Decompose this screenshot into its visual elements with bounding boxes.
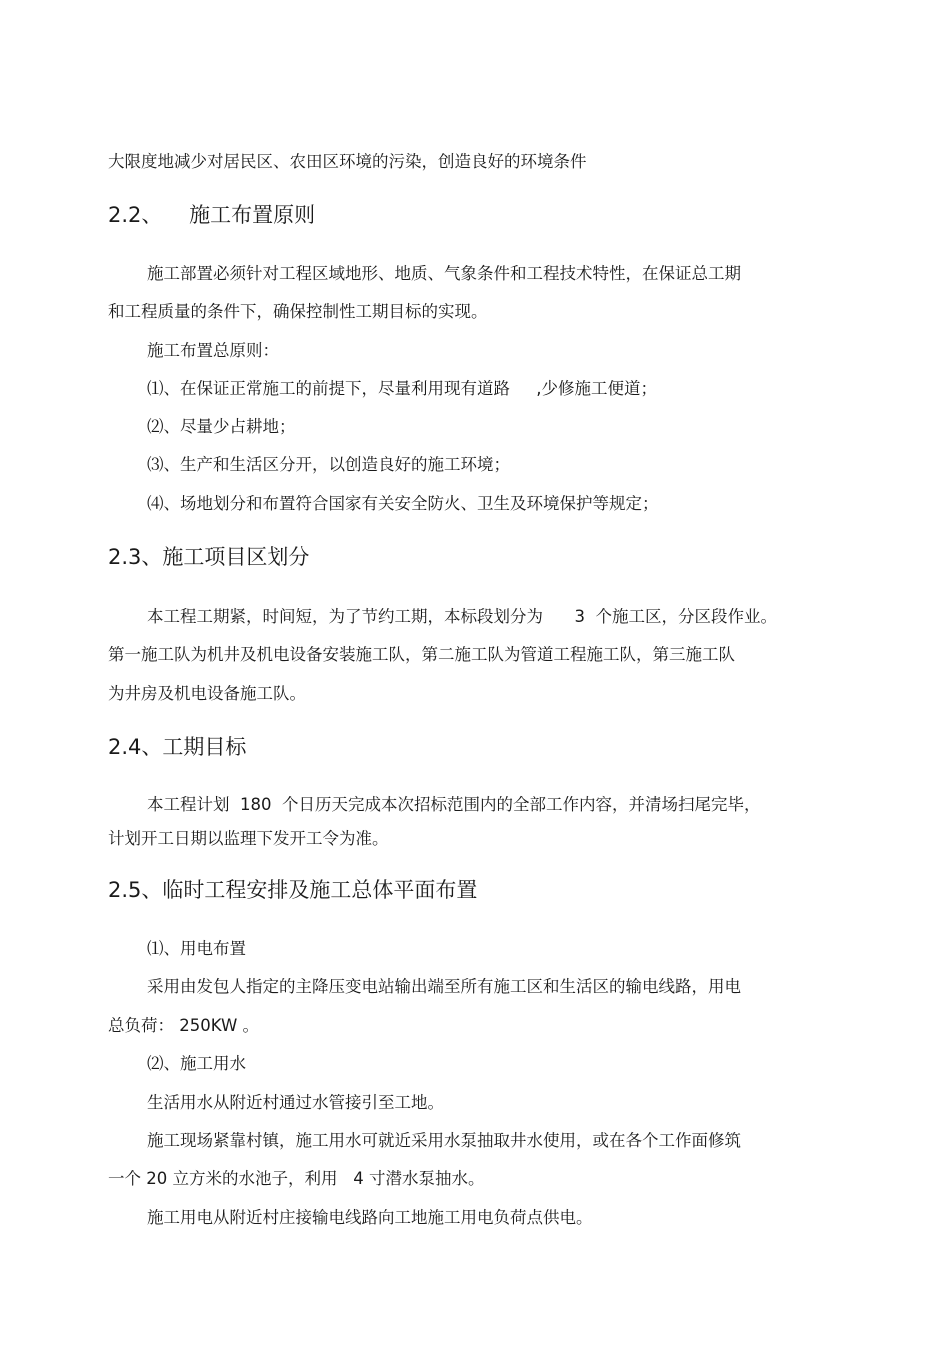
paragraph-line: 和工程质量的条件下，确保控制性工期目标的实现。 xyxy=(108,302,488,321)
paragraph-line: 大限度地减少对居民区、农田区环境的污染，创造良好的环境条件 xyxy=(108,152,587,171)
list-item: ⑴、在保证正常施工的前提下，尽量利用现有道路 ,少修施工便道； xyxy=(147,379,657,398)
section-heading-2-3: 2.3、施工项目区划分 xyxy=(108,545,310,569)
paragraph-line: 为井房及机电设备施工队。 xyxy=(108,684,306,703)
section-heading-2-5: 2.5、临时工程安排及施工总体平面布置 xyxy=(108,878,478,902)
section-heading-2-4: 2.4、工期目标 xyxy=(108,735,247,759)
paragraph-line: 一个 20 立方米的水池子，利用 4 寸潜水泵抽水。 xyxy=(108,1169,485,1188)
list-item: ⑴、用电布置 xyxy=(147,939,246,958)
section-heading-2-2: 2.2、 施工布置原则 xyxy=(108,203,316,227)
paragraph-line: 施工部置必须针对工程区域地形、地质、气象条件和工程技术特性，在保证总工期 xyxy=(147,264,741,283)
paragraph-line: 本工程计划 180 个日历天完成本次招标范围内的全部工作内容，并清场扫尾完毕， xyxy=(147,795,761,814)
list-item: ⑵、尽量少占耕地； xyxy=(147,417,296,436)
paragraph-line: 总负荷： 250KW 。 xyxy=(108,1016,260,1035)
paragraph-line: 施工布置总原则： xyxy=(147,341,279,360)
paragraph-line: 生活用水从附近村通过水管接引至工地。 xyxy=(147,1093,444,1112)
list-item: ⑷、场地划分和布置符合国家有关安全防火、卫生及环境保护等规定； xyxy=(147,494,659,513)
paragraph-line: 采用由发包人指定的主降压变电站输出端至所有施工区和生活区的输电线路，用电 xyxy=(147,977,741,996)
list-item: ⑶、生产和生活区分开，以创造良好的施工环境； xyxy=(147,455,510,474)
list-item: ⑵、施工用水 xyxy=(147,1054,246,1073)
paragraph-line: 第一施工队为机井及机电设备安装施工队，第二施工队为管道工程施工队，第三施工队 xyxy=(108,645,735,664)
paragraph-line: 计划开工日期以监理下发开工令为准。 xyxy=(108,829,389,848)
paragraph-line: 施工现场紧靠村镇，施工用水可就近采用水泵抽取井水使用，或在各个工作面修筑 xyxy=(147,1131,741,1150)
paragraph-line: 施工用电从附近村庄接输电线路向工地施工用电负荷点供电。 xyxy=(147,1208,593,1227)
paragraph-line: 本工程工期紧，时间短，为了节约工期，本标段划分为 3 个施工区，分区段作业。 xyxy=(147,607,777,626)
